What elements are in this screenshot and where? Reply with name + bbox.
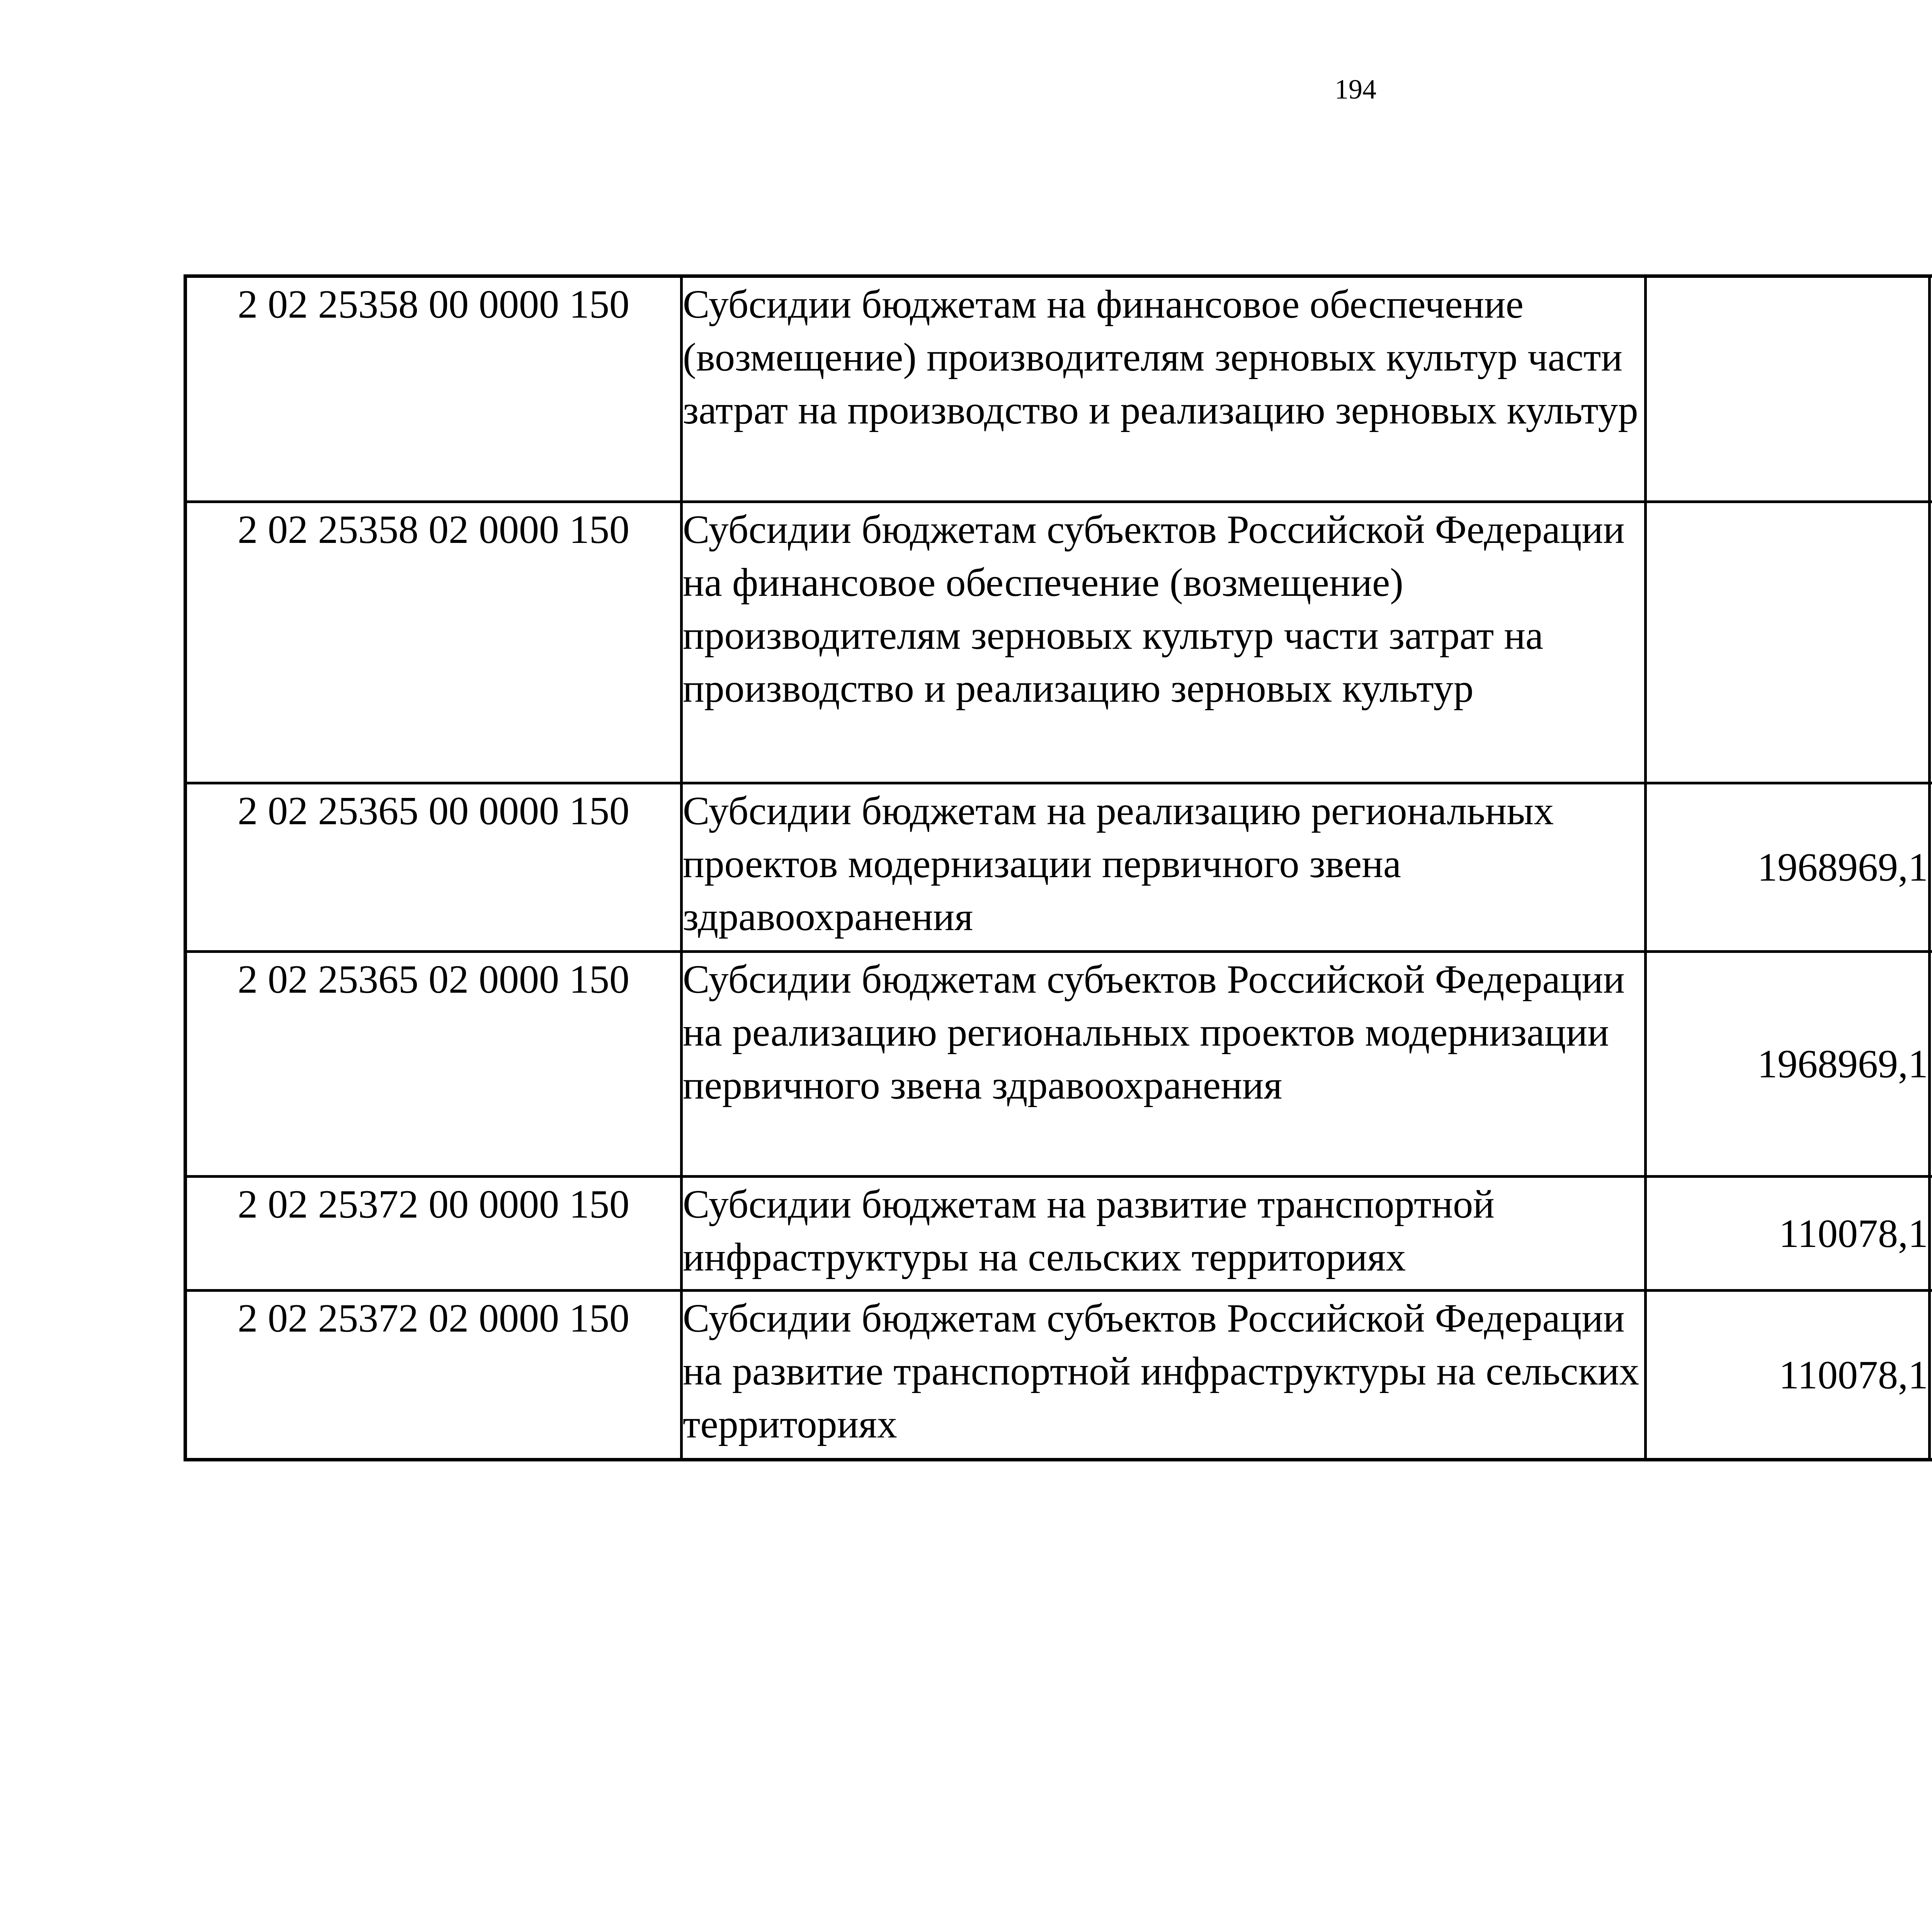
page-number: 194 <box>1335 74 1376 105</box>
row-value-1: 110078,1 <box>1646 1177 1930 1291</box>
row-code: 2 02 25365 02 0000 150 <box>185 952 682 1177</box>
row-name: Субсидии бюджетам на развитие транспортной инфраструктуры на сельских территориях <box>682 1177 1646 1291</box>
row-value-1: 110078,1 <box>1646 1291 1930 1460</box>
table-row <box>185 502 1932 783</box>
row-code: 2 02 25358 02 0000 150 <box>185 502 682 783</box>
row-value-1 <box>1646 276 1930 502</box>
budget-table <box>184 274 1932 1461</box>
row-value-2 <box>1930 1177 1932 1291</box>
row-code: 2 02 25365 00 0000 150 <box>185 783 682 952</box>
row-value-1: 1968969,1 <box>1646 952 1930 1177</box>
row-value-2 <box>1930 1291 1932 1460</box>
row-value-1: 1968969,1 <box>1646 783 1930 952</box>
row-code: 2 02 25358 00 0000 150 <box>185 276 682 502</box>
row-value-2 <box>1930 502 1932 783</box>
row-name: Субсидии бюджетам на реализацию региональных проектов модернизации первичного звена здравоохранения <box>682 783 1646 952</box>
row-name: Субсидии бюджетам субъектов Российской Федерации на реализацию региональных проектов модернизации первичного звена здравоохранения <box>682 952 1646 1177</box>
row-value-2 <box>1930 783 1932 952</box>
table-row <box>185 783 1932 952</box>
row-value-1 <box>1646 502 1930 783</box>
row-value-2 <box>1930 952 1932 1177</box>
row-name: Субсидии бюджетам субъектов Российской Федерации на финансовое обеспечение (возмещение) производителям зерновых культур части затрат на производство и реализацию зерновых культур <box>682 502 1646 783</box>
table-row <box>185 1177 1932 1291</box>
table-row <box>185 1291 1932 1460</box>
row-value-2 <box>1930 276 1932 502</box>
table-row <box>185 952 1932 1177</box>
row-code: 2 02 25372 02 0000 150 <box>185 1291 682 1460</box>
row-name: Субсидии бюджетам на финансовое обеспечение (возмещение) производителям зерновых культур части затрат на производство и реализацию зерновых культур <box>682 276 1646 502</box>
table-row <box>185 276 1932 502</box>
row-code: 2 02 25372 00 0000 150 <box>185 1177 682 1291</box>
row-name: Субсидии бюджетам субъектов Российской Федерации на развитие транспортной инфраструктуры на сельских территориях <box>682 1291 1646 1460</box>
